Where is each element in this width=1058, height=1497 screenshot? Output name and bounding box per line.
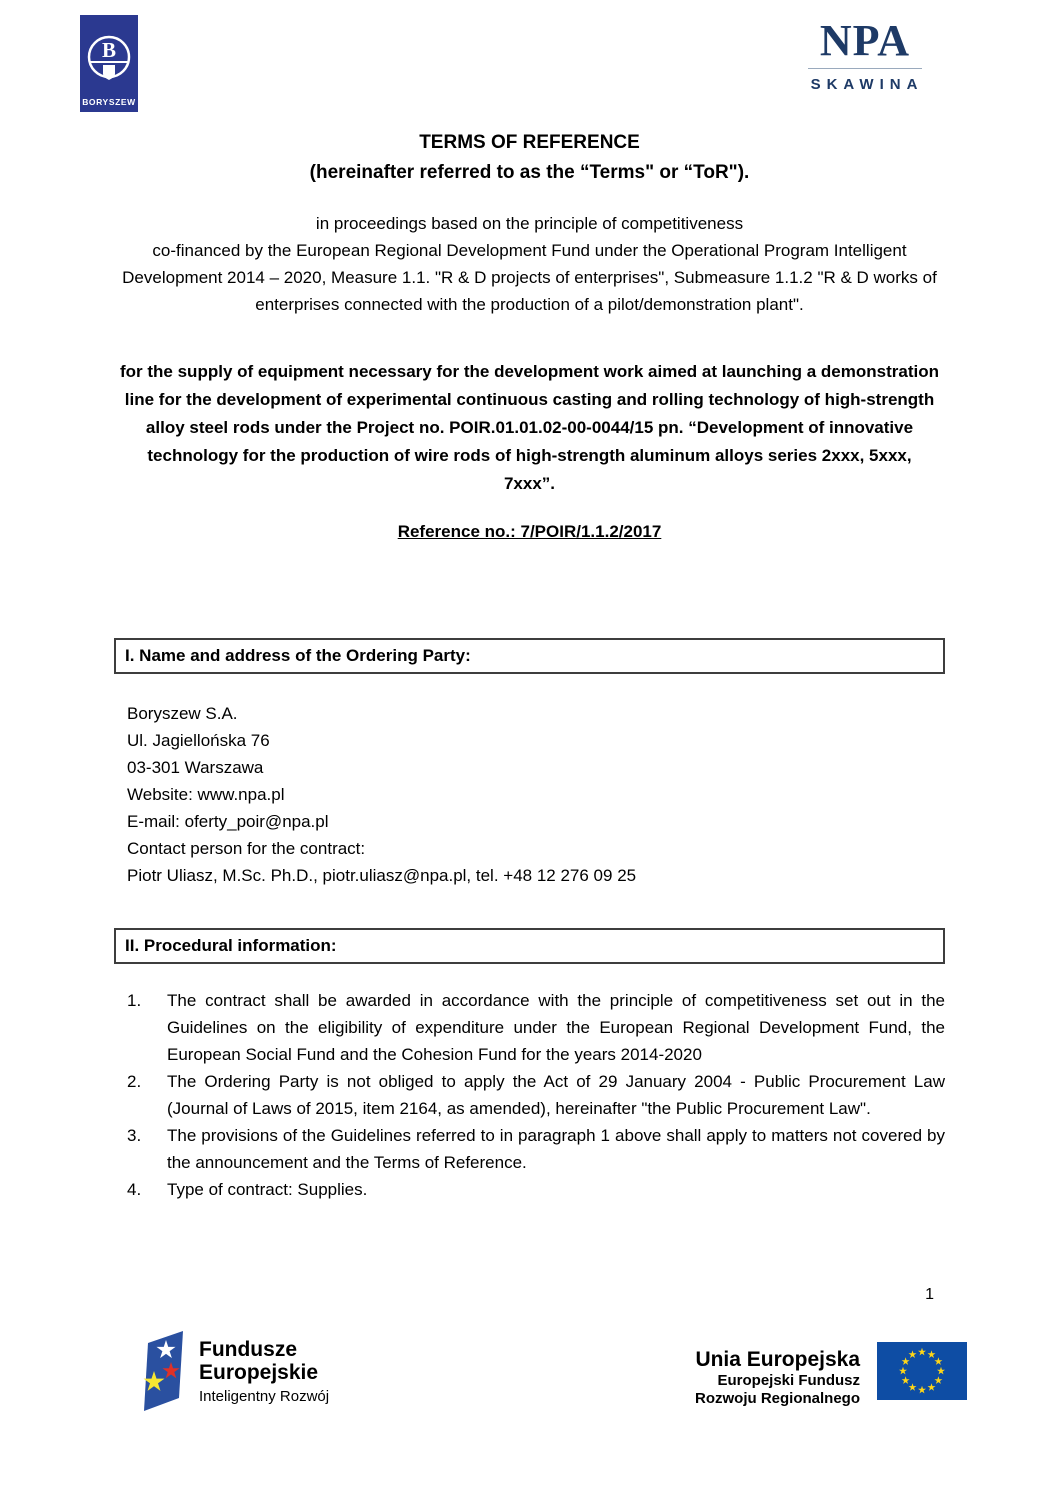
list-item xyxy=(127,1176,945,1203)
section-1-heading-box: I. Name and address of the Ordering Party: xyxy=(114,638,945,674)
unia-europejska-logo xyxy=(695,1342,967,1408)
intro-rest: co-financed by the European Regional Development Fund under the Operational Program Intelligent Development 2014 – 2020, Measure 1.1. "R & D projects of enterprises", Submeasure 1.1.2 "R & D works of enterprises connected with the production of a pilot/demonstration plant". xyxy=(122,241,937,314)
document-title xyxy=(114,120,945,188)
address-line-email: E-mail: oferty_poir@npa.pl xyxy=(127,812,329,831)
page-number: 1 xyxy=(925,1286,934,1303)
fe-logo-line-1: Fundusze xyxy=(199,1338,297,1361)
fe-flag-icon xyxy=(142,1330,184,1412)
item-text: The provisions of the Guidelines referred to in paragraph 1 above shall apply to matters not covered by the announcement and the Terms of Reference. xyxy=(167,1126,945,1172)
address-line: Boryszew S.A. xyxy=(127,704,238,723)
npa-logo-divider xyxy=(808,68,922,69)
item-number: 2. xyxy=(127,1072,142,1091)
npa-logo-name: NPA xyxy=(819,16,911,65)
document-body xyxy=(114,120,945,1203)
address-line: Contact person for the contract: xyxy=(127,839,366,858)
ordering-party-address xyxy=(114,700,945,889)
address-line: Ul. Jagiellońska 76 xyxy=(127,731,270,750)
item-number: 1. xyxy=(127,991,142,1010)
fundusze-europejskie-logo xyxy=(142,1330,329,1412)
reference-number: Reference no.: 7/POIR/1.1.2/2017 xyxy=(397,522,662,541)
address-line: 03-301 Warszawa xyxy=(127,758,264,777)
address-line-website: Website: www.npa.pl xyxy=(127,785,285,804)
npa-logo-city: SKAWINA xyxy=(810,76,924,93)
section-2-heading-box: II. Procedural information: xyxy=(114,928,945,964)
ue-logo-text xyxy=(695,1342,860,1408)
fe-logo-line-2: Europejskie xyxy=(199,1361,319,1384)
intro-paragraph xyxy=(114,210,945,318)
item-number: 4. xyxy=(127,1180,142,1199)
ue-logo-line-1: Unia Europejska xyxy=(695,1348,860,1371)
list-item xyxy=(127,1122,945,1176)
address-line-contact: Piotr Uliasz, M.Sc. Ph.D., piotr.uliasz@npa.pl, tel. +48 12 276 09 25 xyxy=(127,866,637,885)
item-text: Type of contract: Supplies. xyxy=(167,1180,368,1199)
list-item xyxy=(127,1068,945,1122)
eu-flag-icon xyxy=(877,1342,967,1400)
npa-skawina-logo xyxy=(806,16,924,93)
boryszew-logo-label: BORYSZEW xyxy=(82,97,136,107)
boryszew-emblem-icon xyxy=(80,15,138,112)
list-item xyxy=(127,987,945,1068)
ue-logo-line-3: Rozwoju Regionalnego xyxy=(695,1390,860,1407)
fe-logo-text xyxy=(199,1330,329,1405)
item-number: 3. xyxy=(127,1126,142,1145)
procedural-info-list xyxy=(114,987,945,1203)
ue-logo-line-2: Europejski Fundusz xyxy=(717,1372,860,1389)
item-text: The contract shall be awarded in accordance with the principle of competitiveness set out in the Guidelines on the eligibility of expenditure under the European Regional Development Fund, the European Social Fund and the Cohesion Fund for the years 2014-2020 xyxy=(167,991,945,1064)
boryszew-emblem-letter: B xyxy=(101,38,117,62)
fe-logo-line-3: Inteligentny Rozwój xyxy=(199,1388,330,1405)
intro-line-1: in proceedings based on the principle of competitiveness xyxy=(315,214,744,233)
item-text: The Ordering Party is not obliged to apply the Act of 29 January 2004 - Public Procurement Law (Journal of Laws of 2015, item 2164, as amended), hereinafter "the Public Procurement Law". xyxy=(167,1072,945,1118)
subject-paragraph: for the supply of equipment necessary for the development work aimed at launching a demonstration line for the development of experimental continuous casting and rolling technology of high-strength alloy steel rods under the Project no. POIR.01.01.02-00-0044/15 pn. “Development of innovative technology for the production of wire rods of high-strength aluminum alloys series 2xxx, 5xxx, 7xxx”. xyxy=(120,362,939,493)
boryszew-logo xyxy=(80,15,138,117)
title-line-2: (hereinafter referred to as the “Terms" or “ToR"). xyxy=(309,162,750,183)
title-line-1: TERMS OF REFERENCE xyxy=(419,132,640,153)
